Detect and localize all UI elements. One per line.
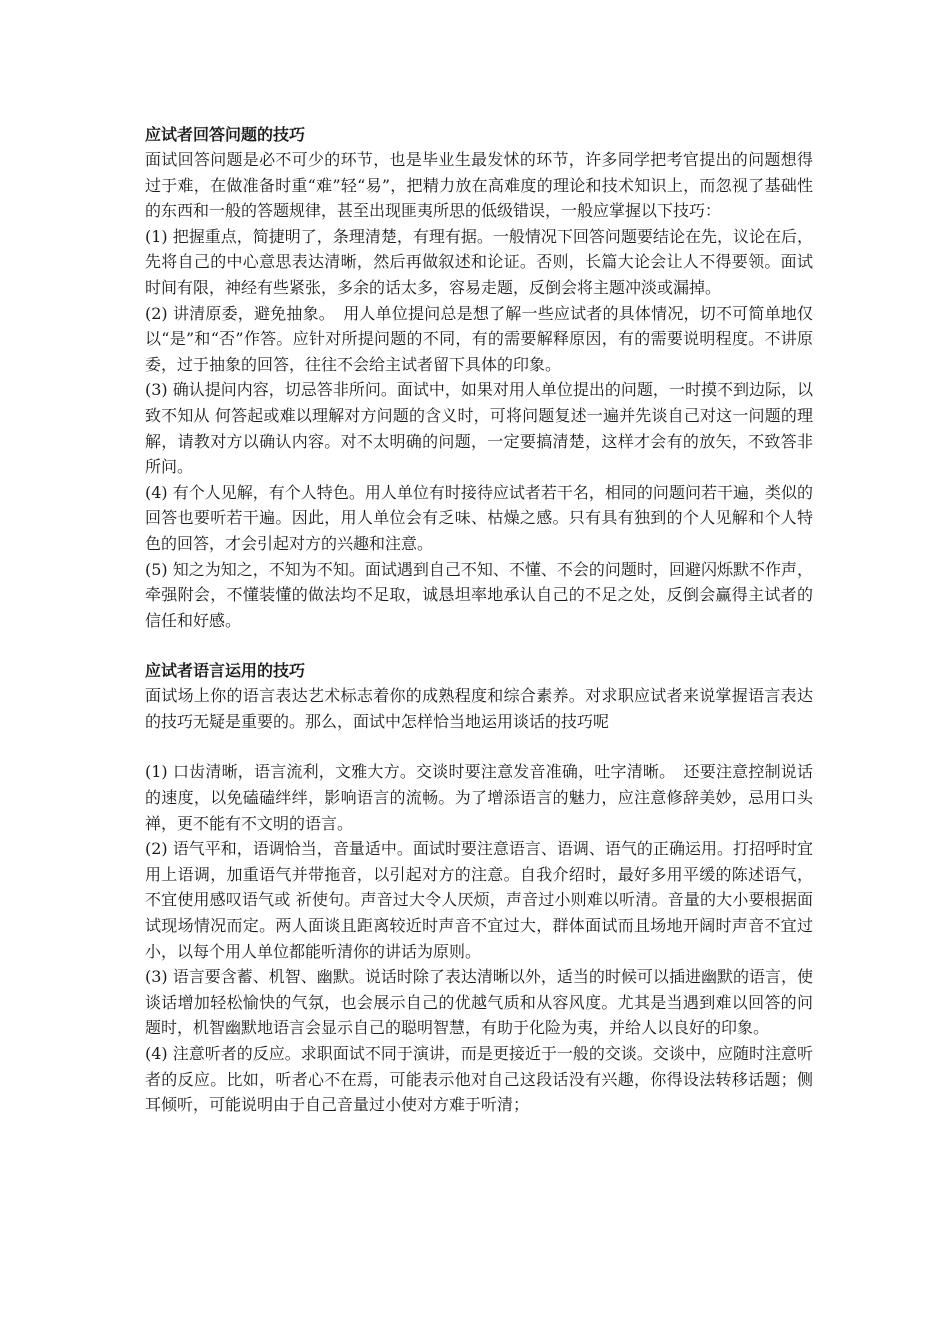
paragraph: (4) 注意听者的反应。求职面试不同于演讲，而是更接近于一般的交谈。交谈中，应随时注意听者的反应。比如，听者心不在焉，可能表示他对自己这段话没有兴趣，你得设法转移话题；侧耳倾听，可能说明由于自己音量过小使对方难于听清； bbox=[145, 1044, 813, 1115]
paragraph: 面试回答问题是必不可少的环节，也是毕业生最发怵的环节，许多同学把考官提出的问题想得过于难，在做准备时重“难”轻“易”，把精力放在高难度的理论和技术知识上，而忽视了基础性的东西和一般的答题规律，甚至出现匪夷所思的低级错误，一般应掌握以下技巧： bbox=[145, 150, 813, 221]
paragraph: (3) 确认提问内容，切忌答非所问。面试中，如果对用人单位提出的问题，一时摸不到边际，以致不知从 何答起或难以理解对方问题的含义时，可将问题复述一遍并先谈自己对这一问题的理解，请教对方以确认内容。对不太明确的问题，一定要搞清楚，这样才会有的放矢，不致答非所问。 bbox=[145, 380, 813, 477]
document-page bbox=[145, 122, 813, 1118]
paragraph: (2) 讲清原委，避免抽象。 用人单位提问总是想了解一些应试者的具体情况，切不可简单地仅以“是”和“否”作答。应针对所提问题的不同，有的需要解释原因，有的需要说明程度。不讲原委，过于抽象的回答，往往不会给主试者留下具体的印象。 bbox=[145, 303, 813, 374]
paragraph: (4) 有个人见解，有个人特色。用人单位有时接待应试者若干名，相同的问题问若干遍，类似的回答也要听若干遍。因此，用人单位会有乏味、枯燥之感。只有具有独到的个人见解和个人特色的回答，才会引起对方的兴趣和注意。 bbox=[145, 482, 813, 553]
paragraph: (3) 语言要含蓄、机智、幽默。说话时除了表达清晰以外，适当的时候可以插进幽默的语言，使谈话增加轻松愉快的气氛，也会展示自己的优越气质和从容风度。尤其是当遇到难以回答的问题时，机智幽默地语言会显示自己的聪明智慧，有助于化险为夷，并给人以良好的印象。 bbox=[145, 967, 813, 1038]
paragraph: (1) 口齿清晰，语言流利，文雅大方。交谈时要注意发音准确，吐字清晰。 还要注意控制说话的速度，以免磕磕绊绊，影响语言的流畅。为了增添语言的魅力，应注意修辞美妙，忌用口头禅，更不能有不文明的语言。 bbox=[145, 762, 813, 833]
paragraph-spacer bbox=[145, 734, 813, 759]
section-answering-skills bbox=[145, 122, 813, 633]
section-spacer bbox=[145, 633, 813, 658]
paragraph: (1) 把握重点，简捷明了，条理清楚，有理有据。一般情况下回答问题要结论在先，议论在后，先将自己的中心意思表达清晰，然后再做叙述和论证。否则，长篇大论会让人不得要领。面试时间有限，神经有些紧张，多余的话太多，容易走题，反倒会将主题冲淡或漏掉。 bbox=[145, 226, 813, 297]
paragraph: (5) 知之为知之，不知为不知。面试遇到自己不知、不懂、不会的问题时，回避闪烁默不作声，牵强附会，不懂装懂的做法均不足取，诚恳坦率地承认自己的不足之处，反倒会赢得主试者的信任和好感。 bbox=[145, 559, 813, 630]
section-language-skills bbox=[145, 658, 813, 1118]
paragraph: (2) 语气平和，语调恰当，音量适中。面试时要注意语言、语调、语气的正确运用。打招呼时宜用上语调，加重语气并带拖音，以引起对方的注意。自我介绍时，最好多用平缓的陈述语气，不宜使用感叹语气或 祈使句。声音过大令人厌烦，声音过小则难以听清。音量的大小要根据面试现场情况而定。两人面谈且距离较近时声音不宜过大，群体面试而且场地开阔时声音不宜过小，以每个用人单位都能听清你的讲话为原则。 bbox=[145, 839, 813, 961]
paragraph-intro: 面试场上你的语言表达艺术标志着你的成熟程度和综合素养。对求职应试者来说掌握语言表达的技巧无疑是重要的。那么，面试中怎样恰当地运用谈话的技巧呢 bbox=[145, 686, 813, 731]
section-title: 应试者回答问题的技巧 bbox=[145, 125, 306, 144]
section-title: 应试者语言运用的技巧 bbox=[145, 661, 306, 681]
